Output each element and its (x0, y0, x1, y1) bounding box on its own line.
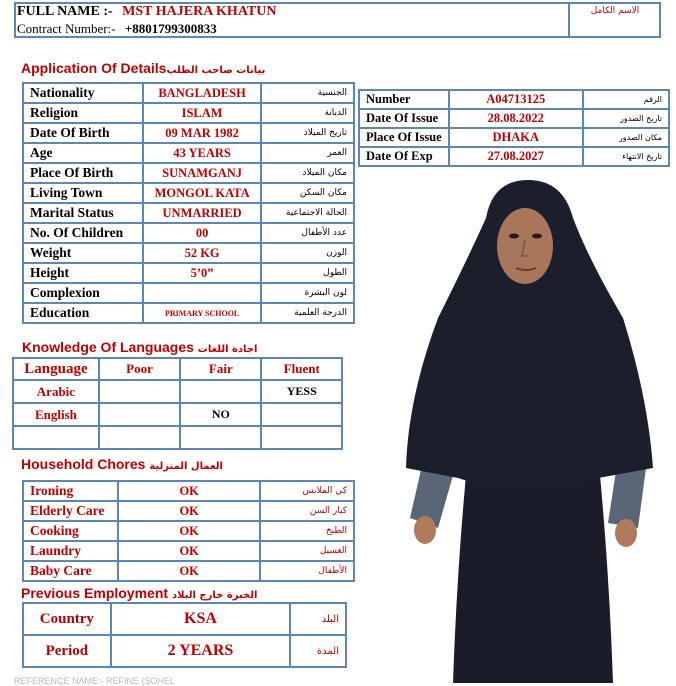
passport-row (359, 109, 669, 128)
application-row (23, 303, 354, 323)
application-label-ar: الديانة (261, 103, 354, 123)
application-label: Height (23, 263, 143, 283)
employment-table (22, 602, 347, 668)
application-label-ar: الطول (261, 263, 354, 283)
language-name: English (13, 403, 99, 426)
languages-title-ar: اجادة اللغات (197, 344, 258, 355)
application-row (23, 243, 354, 263)
employment-title (21, 585, 257, 601)
chore-label-ar: الغسيل (260, 541, 354, 561)
application-value: MONGOL KATA (143, 183, 261, 203)
full-name-line (17, 4, 276, 20)
language-row (13, 380, 342, 403)
chores-title-en: Household Chores (21, 456, 146, 472)
passport-value: 27.08.2027 (449, 147, 583, 166)
left-hand (414, 516, 436, 544)
application-row (23, 203, 354, 223)
application-value: UNMARRIED (143, 203, 261, 223)
language-fluent (261, 403, 342, 426)
application-row (23, 103, 354, 123)
right-hand (615, 519, 637, 547)
application-label: Education (23, 303, 143, 323)
language-fluent: YESS (261, 380, 342, 403)
chore-row (23, 501, 354, 521)
application-value: 00 (143, 223, 261, 243)
chore-label-ar: كبار السن (260, 501, 354, 521)
passport-label-ar: الرقم (583, 90, 669, 109)
chore-value: OK (118, 521, 261, 541)
employment-title-en: Previous Employment (21, 585, 169, 601)
passport-value: DHAKA (449, 128, 583, 147)
application-value: 09 MAR 1982 (143, 123, 261, 143)
contract-line (17, 21, 217, 37)
chore-row (23, 521, 354, 541)
chore-value: OK (118, 501, 261, 521)
application-label: Age (23, 143, 143, 163)
application-value: 52 KG (143, 243, 261, 263)
chore-label: Laundry (23, 541, 118, 561)
passport-label-ar: تاريخ الصدور (583, 109, 669, 128)
language-poor (99, 403, 180, 426)
application-title-ar: بيانات صاحب الطلب (166, 65, 266, 76)
application-value (143, 283, 261, 303)
application-label-ar: تاريخ الميلاد (261, 123, 354, 143)
passport-label-ar: مكان الصدور (583, 128, 669, 147)
lang-header-fluent: Fluent (261, 358, 342, 380)
employment-value: 2 YEARS (111, 635, 291, 667)
chores-table (22, 480, 355, 582)
passport-row (359, 90, 669, 109)
reference-text: REFERENCE NAME:- REFINE (SOHEL (14, 676, 176, 686)
language-poor (99, 426, 180, 449)
chore-row (23, 541, 354, 561)
application-label: Complexion (23, 283, 143, 303)
application-title (21, 60, 265, 76)
application-value: PRIMARY SCHOOL (143, 303, 261, 323)
application-label-ar: العمر (261, 143, 354, 163)
chore-label: Baby Care (23, 561, 118, 581)
employment-label-ar: المدة (290, 635, 346, 667)
application-label-ar: الحالة الاجتماعية (261, 203, 354, 223)
language-name: Arabic (13, 380, 99, 403)
application-label-ar: الوزن (261, 243, 354, 263)
chore-row (23, 481, 354, 501)
employment-title-ar: الخبرة خارج البلاد (171, 590, 258, 601)
passport-label-ar: تاريخ الانتهاء (583, 147, 669, 166)
application-label: Weight (23, 243, 143, 263)
chores-title-ar: العمال المنزلية (149, 461, 223, 472)
lang-header-fair: Fair (180, 358, 261, 380)
application-row (23, 163, 354, 183)
passport-value: 28.08.2022 (449, 109, 583, 128)
language-row (13, 403, 342, 426)
passport-label: Date Of Exp (359, 147, 449, 166)
application-row (23, 263, 354, 283)
employment-value: KSA (111, 603, 291, 635)
language-poor (99, 380, 180, 403)
application-value: SUNAMGANJ (143, 163, 261, 183)
application-label-ar: عدد الأطفال (261, 223, 354, 243)
passport-row (359, 128, 669, 147)
employment-label: Country (23, 603, 111, 635)
candidate-photo (398, 178, 660, 683)
application-label: Nationality (23, 83, 143, 103)
full-name-ar: الاسم الكامل (590, 6, 640, 16)
application-row (23, 143, 354, 163)
full-name-label: FULL NAME :- (17, 4, 113, 19)
application-row (23, 183, 354, 203)
application-row (23, 83, 354, 103)
language-fair (180, 380, 261, 403)
language-fair: NO (180, 403, 261, 426)
application-label-ar: الدرجة العلمية (261, 303, 354, 323)
full-name-value: MST HAJERA KHATUN (122, 4, 277, 19)
application-label: Marital Status (23, 203, 143, 223)
languages-title-en: Knowledge Of Languages (22, 339, 194, 355)
language-name (13, 426, 99, 449)
employment-label: Period (23, 635, 111, 667)
employment-label-ar: البلد (290, 603, 346, 635)
passport-value: A04713125 (449, 90, 583, 109)
application-label: Date Of Birth (23, 123, 143, 143)
language-row (13, 426, 342, 449)
application-label: Living Town (23, 183, 143, 203)
left-eye (509, 234, 519, 239)
application-value: 43 YEARS (143, 143, 261, 163)
application-label-ar: الجنسية (261, 83, 354, 103)
chore-label-ar: الأطفال (260, 561, 354, 581)
application-label: No. Of Children (23, 223, 143, 243)
language-fair (180, 426, 261, 449)
application-row (23, 123, 354, 143)
chore-label: Cooking (23, 521, 118, 541)
chore-row (23, 561, 354, 581)
chore-value: OK (118, 561, 261, 581)
application-value: BANGLADESH (143, 83, 261, 103)
languages-title (22, 339, 257, 355)
passport-label: Place Of Issue (359, 128, 449, 147)
passport-row (359, 147, 669, 166)
chore-value: OK (118, 481, 261, 501)
language-fluent (261, 426, 342, 449)
right-eye (532, 234, 542, 239)
application-label: Place Of Birth (23, 163, 143, 183)
passport-table (358, 89, 670, 167)
application-title-en: Application Of Details (21, 60, 167, 76)
application-label-ar: مكان السكن (261, 183, 354, 203)
application-label-ar: لون البشرة (261, 283, 354, 303)
application-row (23, 283, 354, 303)
employment-row (23, 635, 346, 667)
chores-title (21, 456, 223, 472)
application-value: 5’0” (143, 263, 261, 283)
passport-label: Date Of Issue (359, 109, 449, 128)
face (497, 208, 553, 284)
application-value: ISLAM (143, 103, 261, 123)
contract-label: Contract Number:- (17, 21, 116, 36)
application-label-ar: مكان الميلاد (261, 163, 354, 183)
application-table (22, 82, 355, 324)
chore-label: Ironing (23, 481, 118, 501)
chore-value: OK (118, 541, 261, 561)
languages-table (12, 357, 343, 450)
application-label: Religion (23, 103, 143, 123)
application-row (23, 223, 354, 243)
contract-value: +8801799300833 (124, 21, 217, 36)
passport-label: Number (359, 90, 449, 109)
chore-label-ar: الطبخ (260, 521, 354, 541)
lang-header-poor: Poor (99, 358, 180, 380)
chore-label-ar: كي الملابس (260, 481, 354, 501)
lang-header-language: Language (13, 358, 99, 380)
chore-label: Elderly Care (23, 501, 118, 521)
employment-row (23, 603, 346, 635)
